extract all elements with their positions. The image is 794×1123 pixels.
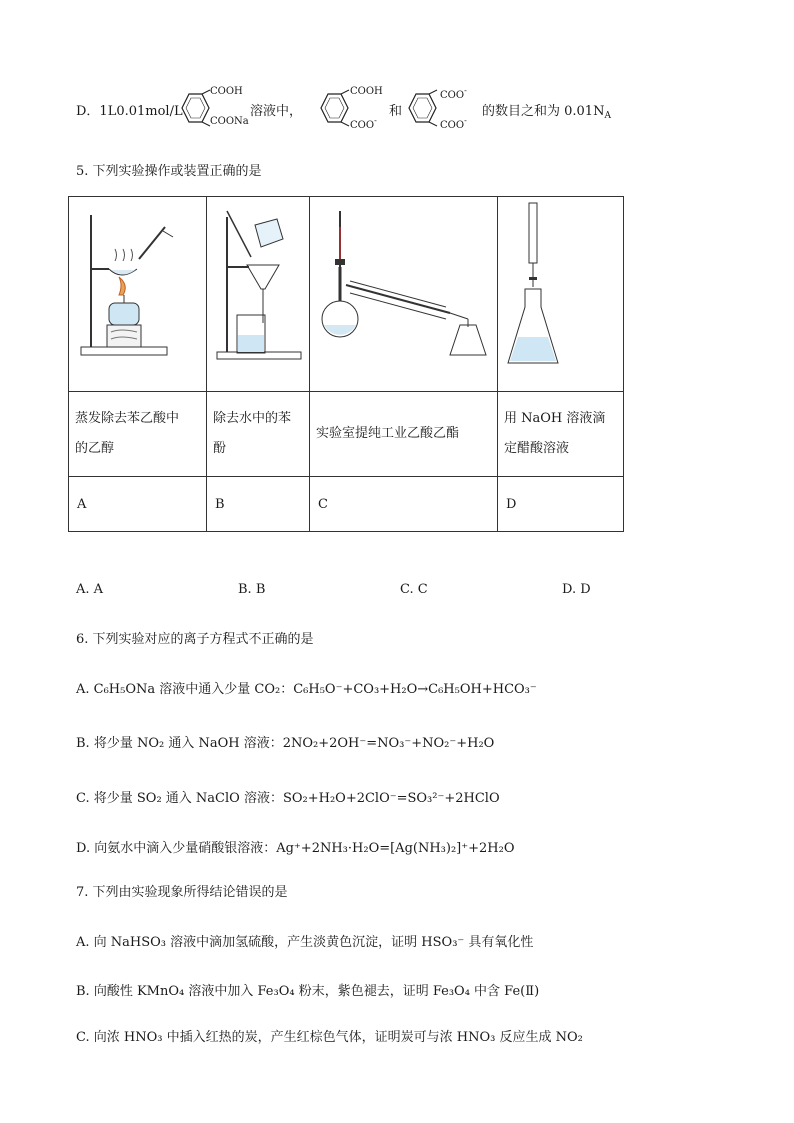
q5-option-d[interactable]: D. D — [562, 582, 591, 597]
caption-b: 除去水中的苯 酚 — [207, 392, 310, 477]
q6-option-b[interactable]: B. 将少量 NO₂ 通入 NaOH 溶液：2NO₂+2OH⁻=NO₃⁻+NO₂⁻+H₂O — [76, 736, 495, 751]
letter-d: D — [498, 477, 624, 532]
q6-option-a[interactable]: A. C₆H₅ONa 溶液中通入少量 CO₂：C₆H₅O⁻+CO₃+H₂O→C₆H₅OH+HCO₃⁻ — [76, 682, 537, 697]
mol1-top-group: COOH — [210, 86, 243, 97]
distillation-apparatus-icon — [310, 197, 497, 387]
apparatus-a-cell — [69, 197, 207, 392]
caption-c: 实验室提纯工业乙酸乙酯 — [310, 392, 498, 477]
letter-c: C — [310, 477, 498, 532]
q7-option-a[interactable]: A. 向 NaHSO₃ 溶液中滴加氢硫酸，产生淡黄色沉淀，证明 HSO₃⁻ 具有氧化性 — [76, 935, 534, 950]
apparatus-d-cell — [498, 197, 624, 392]
mol3-top-group: COO- — [440, 86, 467, 101]
titration-apparatus-icon — [498, 197, 623, 387]
q6-option-d[interactable]: D. 向氨水中滴入少量硝酸银溶液：Ag⁺+2NH₃·H₂O=[Ag(NH₃)₂]⁺+2H₂O — [76, 841, 515, 856]
q6-title: 6. 下列实验对应的离子方程式不正确的是 — [76, 632, 314, 647]
q4d-and: 和 — [389, 104, 403, 119]
apparatus-b-cell — [207, 197, 310, 392]
mol3-bottom-group: COO- — [440, 116, 467, 131]
mol2-bottom-group: COO- — [350, 116, 377, 131]
q4d-prefix: D．1L0.01mol/L — [76, 104, 183, 119]
experiment-table — [68, 196, 624, 532]
q4d-suffix: 的数目之和为 $0.01N_A$ — [482, 104, 611, 121]
apparatus-c-cell — [310, 197, 498, 392]
q7-option-c[interactable]: C. 向浓 HNO₃ 中插入红热的炭，产生红棕色气体，证明炭可与浓 HNO₃ 反应生成 NO₂ — [76, 1030, 583, 1045]
mol2-top-group: COOH — [350, 86, 383, 97]
caption-d: 用 NaOH 溶液滴 定醋酸溶液 — [498, 392, 624, 477]
q5-option-c[interactable]: C. C — [400, 582, 428, 597]
q5-title: 5. 下列实验操作或装置正确的是 — [76, 164, 262, 179]
q6-option-c[interactable]: C. 将少量 SO₂ 通入 NaClO 溶液：SO₂+H₂O+2ClO⁻=SO₃²⁻+2HClO — [76, 791, 500, 806]
q7-title: 7. 下列由实验现象所得结论错误的是 — [76, 885, 288, 900]
q5-option-b[interactable]: B. B — [238, 582, 266, 597]
caption-a: 蒸发除去苯乙酸中 的乙醇 — [69, 392, 207, 477]
letter-a: A — [69, 477, 207, 532]
letter-b: B — [207, 477, 310, 532]
q4d-mid: 溶液中， — [250, 104, 303, 119]
q5-option-a[interactable]: A. A — [76, 582, 104, 597]
q7-option-b[interactable]: B. 向酸性 KMnO₄ 溶液中加入 Fe₃O₄ 粉末，紫色褪去，证明 Fe₃O₄ 中含 Fe(Ⅱ) — [76, 984, 540, 999]
mol1-bottom-group: COONa — [210, 116, 249, 127]
evaporation-apparatus-icon — [69, 197, 206, 387]
filtration-apparatus-icon — [207, 197, 309, 387]
